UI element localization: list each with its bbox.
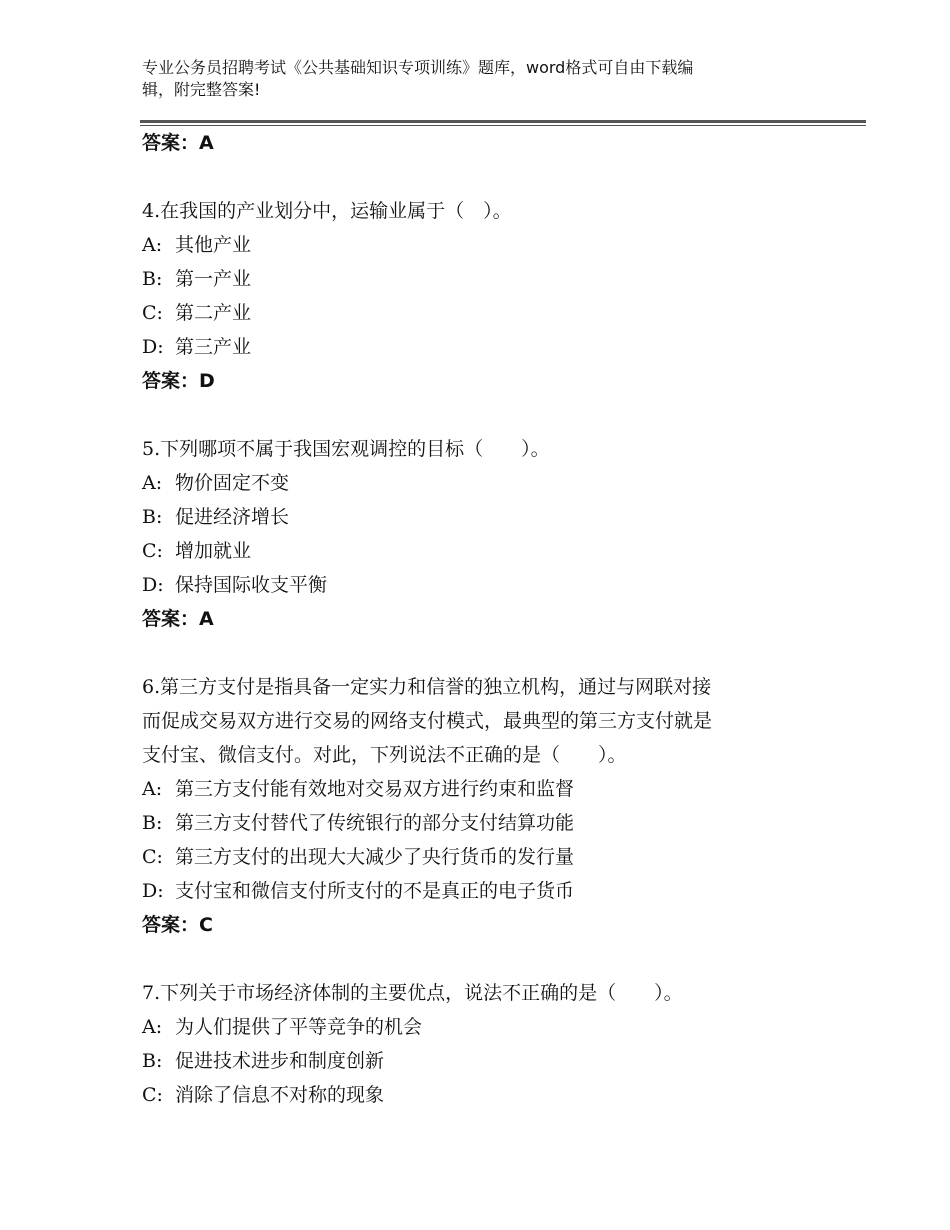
option-d — [142, 568, 822, 602]
answer-line: 答案：C — [142, 914, 213, 936]
option-letter: A: — [142, 472, 163, 494]
option-d — [142, 330, 822, 364]
option-text: 其他产业 — [175, 234, 252, 256]
option-letter: A: — [142, 1016, 163, 1038]
question-text: 4.在我国的产业划分中，运输业属于（ ）。 — [142, 200, 512, 222]
option-text: 促进经济增长 — [175, 506, 290, 528]
answer-line: 答案：A — [142, 608, 214, 630]
question-item — [142, 432, 822, 636]
option-text: 第三方支付替代了传统银行的部分支付结算功能 — [175, 812, 575, 834]
option-text: 第二产业 — [175, 302, 252, 324]
answer-line: 答案：D — [142, 370, 215, 392]
option-letter: C: — [142, 302, 163, 324]
option-letter: B: — [142, 268, 163, 290]
question-text: 7.下列关于市场经济体制的主要优点，说法不正确的是（ ）。 — [142, 982, 683, 1004]
question-item — [142, 976, 822, 1112]
option-b — [142, 500, 822, 534]
option-c — [142, 296, 822, 330]
option-letter: C: — [142, 540, 163, 562]
option-b — [142, 1044, 822, 1078]
option-a — [142, 1010, 822, 1044]
question-list — [142, 126, 822, 1112]
option-text: 第三产业 — [175, 336, 252, 358]
option-a — [142, 466, 822, 500]
option-d — [142, 874, 822, 908]
option-letter: A: — [142, 778, 163, 800]
option-text: 第三方支付的出现大大减少了央行货币的发行量 — [175, 846, 575, 868]
header-line-2: 辑，附完整答案! — [142, 80, 261, 99]
question-item — [142, 194, 822, 398]
option-text: 第三方支付能有效地对交易双方进行约束和监督 — [175, 778, 575, 800]
question-text: 而促成交易双方进行交易的网络支付模式，最典型的第三方支付就是 — [142, 710, 713, 732]
option-text: 物价固定不变 — [175, 472, 290, 494]
option-letter: C: — [142, 846, 163, 868]
option-a — [142, 228, 822, 262]
option-c — [142, 534, 822, 568]
option-c — [142, 1078, 822, 1112]
answer-line: 答案：A — [142, 132, 214, 154]
option-b — [142, 262, 822, 296]
option-text: 促进技术进步和制度创新 — [175, 1050, 385, 1072]
option-text: 保持国际收支平衡 — [175, 574, 328, 596]
option-letter: A: — [142, 234, 163, 256]
page-header — [142, 57, 792, 101]
header-line-1: 专业公务员招聘考试《公共基础知识专项训练》题库，word格式可自由下载编 — [142, 58, 694, 77]
option-text: 第一产业 — [175, 268, 252, 290]
question-text: 5.下列哪项不属于我国宏观调控的目标（ ）。 — [142, 438, 550, 460]
question-text: 6.第三方支付是指具备一定实力和信誉的独立机构，通过与网联对接 — [142, 676, 712, 698]
option-letter: D: — [142, 336, 164, 358]
option-b — [142, 806, 822, 840]
option-letter: B: — [142, 506, 163, 528]
option-c — [142, 840, 822, 874]
option-text: 增加就业 — [175, 540, 252, 562]
question-text: 支付宝、微信支付。对此，下列说法不正确的是（ ）。 — [142, 744, 627, 766]
option-letter: D: — [142, 880, 164, 902]
header-rule-thick — [140, 120, 866, 123]
option-text: 消除了信息不对称的现象 — [175, 1084, 385, 1106]
option-text: 支付宝和微信支付所支付的不是真正的电子货币 — [175, 880, 575, 902]
option-a — [142, 772, 822, 806]
question-item — [142, 670, 822, 942]
option-letter: C: — [142, 1084, 163, 1106]
option-letter: D: — [142, 574, 164, 596]
option-letter: B: — [142, 1050, 163, 1072]
option-text: 为人们提供了平等竞争的机会 — [175, 1016, 423, 1038]
option-letter: B: — [142, 812, 163, 834]
